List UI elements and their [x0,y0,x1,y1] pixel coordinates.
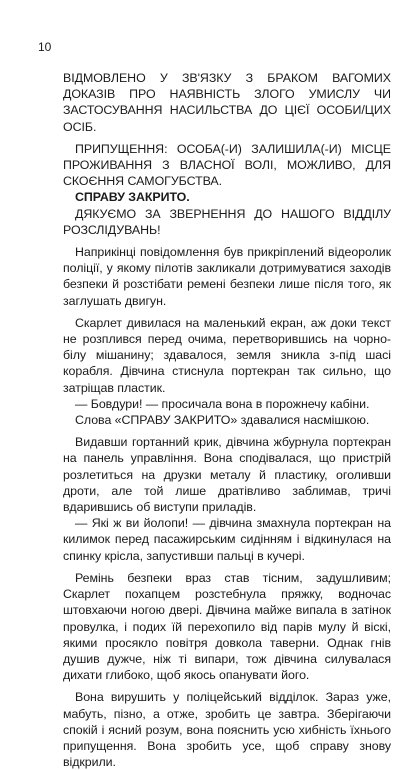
paragraph-thanks: ДЯКУЄМО ЗА ЗВЕРНЕННЯ ДО НАШОГО ВІДДІЛУ РОЗСЛІДУВАНЬ! [63,206,391,237]
paragraph-video-note: Наприкінці повідомлення був прикріплений відеоролик поліції, у якому пілотів закликали дотримуватися заходів безпеки й розстібати ремені безпеки лише після того, як заглушать двигун. [63,245,391,308]
paragraph-police-station: Вона вирушить у поліцейський відділок. Зараз уже, мабуть, пізно, а отже, зробить це завтра. Зберігаючи спокій і ясний розум, вона пояснить усю хибність їхнього припущення. Вона зробить усе, щоб справу знову відкрили. [63,690,391,770]
paragraph-throw-screen: Видавши гортанний крик, дівчина жбурнула портекран на панель управління. Вона сподівалася, що пристрій розлетиться на друзки металу й пластику, оголивши дроти, але той лише дратівливо заблимав, тричі вдарившись об виступи приладів. [63,435,391,515]
paragraph-fools-line: — Які ж ви йолопи! — дівчина змахнула портекран на килимок перед пасажирським сидінням і відкинулася на спинку крісла, запустивши пальці в кучері. [63,516,391,563]
body-text [63,70,391,770]
paragraph-idiots-line: — Бовдури! — просичала вона в порожнечу кабіни. [75,396,370,411]
paragraph-mockery: Слова «СПРАВУ ЗАКРИТО» здавалися насмішкою. [75,413,370,428]
page-number: 10 [38,40,52,54]
paragraph-scarlet-screen: Скарлет дивилася на маленький екран, аж доки текст не розплився перед очима, перетворившись на чорно-білу мішанину; здавалося, земля зникла з-під шасі корабля. Дівчина стиснула портекран так сильно, що затріщав пластик. [63,315,391,395]
paragraph-assumption: ПРИПУЩЕННЯ: ОСОБА(-И) ЗАЛИШИЛА(-И) МІСЦЕ ПРОЖИВАННЯ З ВЛАСНОЇ ВОЛІ, МОЖЛИВО, ДЛЯ СКОЄННЯ САМОГУБСТВА. [63,141,391,189]
paragraph-police-verdict: ВІДМОВЛЕНО У ЗВ'ЯЗКУ З БРАКОМ ВАГОМИХ ДОКАЗІВ ПРО НАЯВНІСТЬ ЗЛОГО УМИСЛУ ЧИ ЗАСТОСУВАННЯ НАСИЛЬСТВА ДО ЦІЄЇ ОСОБИ/ЦИХ ОСІБ. [63,71,391,134]
paragraph-seatbelt: Ремінь безпеки враз став тісним, задушливим; Скарлет похапцем розстебнула пряжку, водночас штовхаючи ногою двері. Дівчина майже випала в затінок провулка, і подих їй перехопило від парів мулу й віскі, якими просякло повітря довкола таверни. Однак гнів душив дужче, ніж ті випари, тож дівчина силувалася дихати глибоко, щоб якось опанувати його. [63,570,391,683]
paragraph-case-closed: СПРАВУ ЗАКРИТО. [75,190,190,205]
